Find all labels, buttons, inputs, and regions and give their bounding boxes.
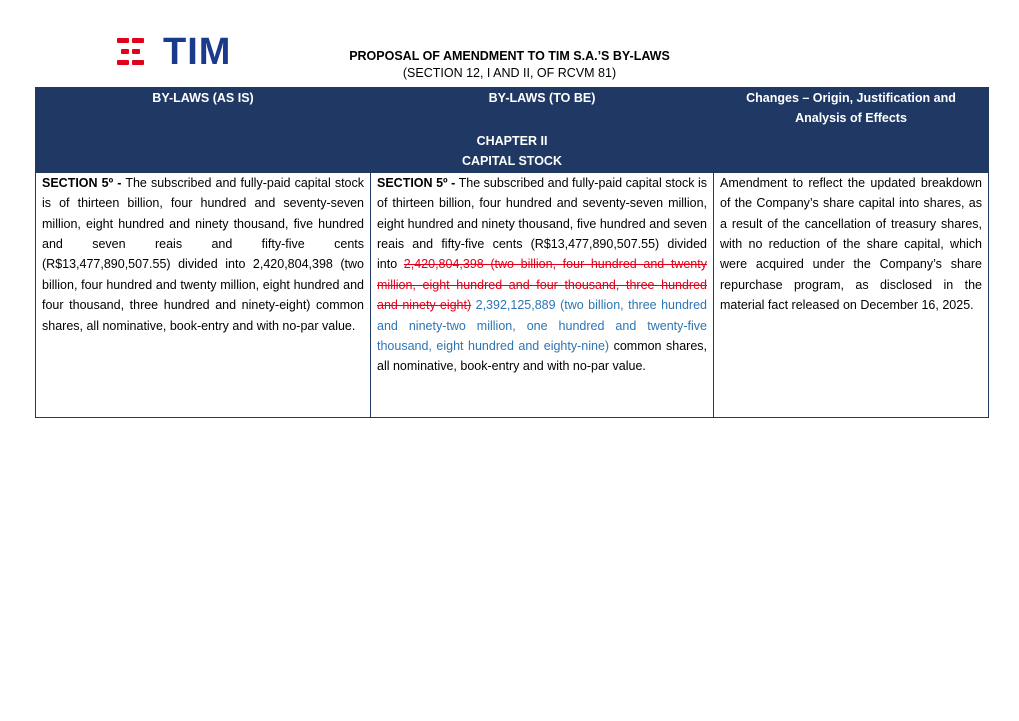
- to-be-struck-text: 2,420,804,398 (two billion, four hundred and twenty million, eight hundred and four thousand, three hundred and ninety-eight): [377, 257, 707, 313]
- to-be-added-text: 2,392,125,889 (two billion, three hundred and ninety-two million, one hundred and twenty-five thousand, eight hundred and eighty-nine): [377, 298, 707, 354]
- chapter-title: CAPITAL STOCK: [461, 154, 562, 169]
- changes-cell: [714, 172, 989, 417]
- document-title: [0, 48, 1019, 82]
- header-changes: Changes – Origin, Justification and Analysis of Effects: [714, 88, 989, 131]
- changes-text: Amendment to reflect the updated breakdown of the Company’s share capital into shares, as a result of the cancellation of treasury shares, with no reduction of the share capital, which were acquired under the Company’s share repurchase program, as disclosed in the material fact released on December 16, 2025.: [720, 175, 982, 313]
- header-as-is: BY-LAWS (AS IS): [36, 88, 371, 131]
- chapter-row: [36, 131, 989, 173]
- as-is-text: The subscribed and fully-paid capital stock is of thirteen billion, four hundred and seventy-seven million, eight hundred and ninety thousand, five hundred and seven reais and fifty-five cents (R$13,477,890,507.55) divided into 2,420,804,398 (two billion, four hundred and twenty million, eight hundred and four thousand, three hundred and ninety-eight) common shares, all nominative, book-entry and with no-par value.: [42, 175, 365, 333]
- title-line-1: PROPOSAL OF AMENDMENT TO TIM S.A.’S BY-LAWS: [349, 49, 670, 63]
- as-is-cell: [36, 172, 371, 417]
- chapter-number: CHAPTER II: [476, 134, 548, 148]
- header-to-be: BY-LAWS (TO BE): [371, 88, 714, 131]
- to-be-cell: [371, 172, 714, 417]
- to-be-text-before: The subscribed and fully-paid capital stock is of thirteen billion, four hundred and seventy-seven million, eight hundred and ninety thousand, five hundred and seven reais and fifty-five cents (R$13,477,890,507.55) divided into: [377, 175, 708, 272]
- to-be-text-after: common shares, all nominative, book-entry and with no-par value.: [377, 339, 708, 374]
- chapter-cell: [36, 131, 989, 173]
- as-is-section-label: SECTION 5º -: [42, 175, 122, 190]
- table-header-row: [36, 88, 989, 131]
- title-line-2: (SECTION 12, I AND II, OF RCVM 81): [402, 66, 617, 80]
- to-be-section-label: SECTION 5º -: [377, 175, 456, 190]
- amendment-table: [35, 87, 989, 418]
- logo-text: TIM: [163, 31, 232, 73]
- table-row: [36, 172, 989, 417]
